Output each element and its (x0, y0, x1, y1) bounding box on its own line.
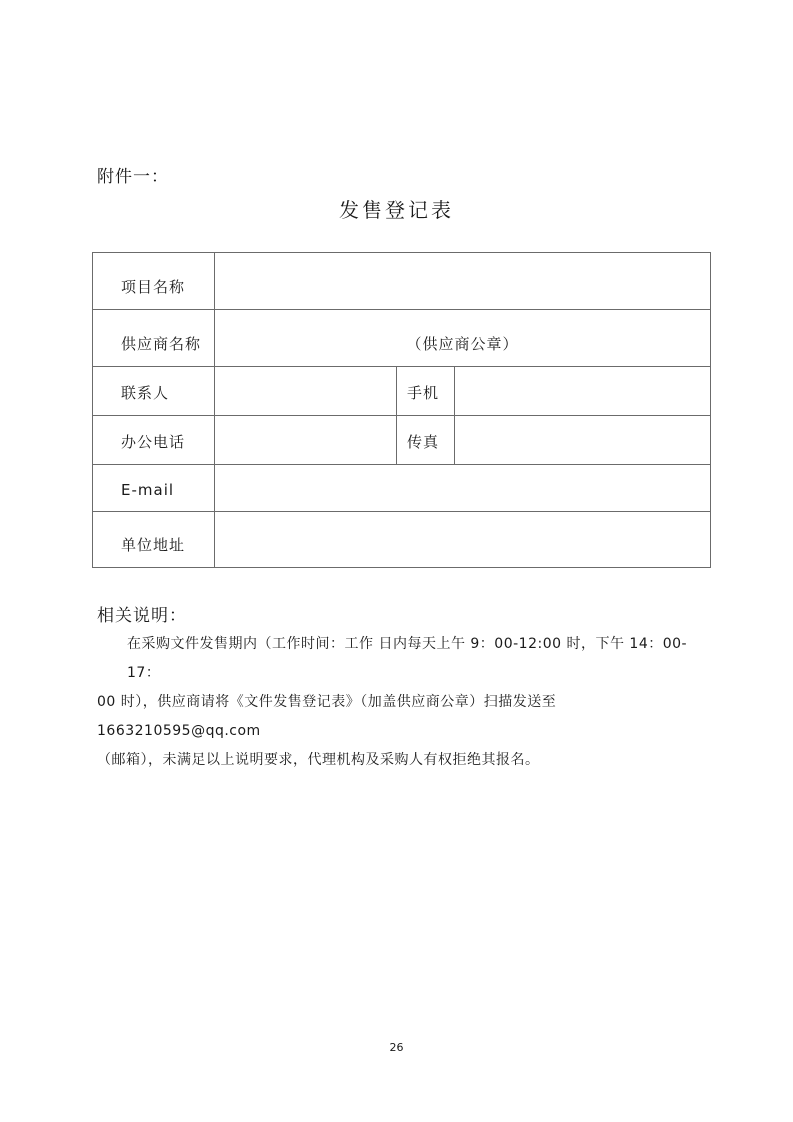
notes-line-1: 在采购文件发售期内（工作时间：工作 日内每天上午 9：00-12:00 时，下午 14：00-17： (127, 636, 688, 681)
mobile-field[interactable] (455, 367, 711, 416)
email-label: E-mail (93, 465, 215, 512)
address-label: 单位地址 (93, 512, 215, 568)
annex-label: 附件一： (97, 167, 169, 187)
address-field[interactable] (215, 512, 711, 568)
notes-title: 相关说明： (97, 606, 187, 626)
mobile-label: 手机 (397, 367, 455, 416)
notes-line-3: （邮箱），未满足以上说明要求，代理机构及采购人有权拒绝其报名。 (97, 752, 540, 768)
email-field[interactable] (215, 465, 711, 512)
row-project-name (93, 253, 711, 310)
project-name-label: 项目名称 (93, 253, 215, 310)
project-name-field[interactable] (215, 253, 711, 310)
supplier-seal-note[interactable]: （供应商公章） (215, 310, 711, 367)
fax-field[interactable] (455, 416, 711, 465)
contact-label: 联系人 (93, 367, 215, 416)
supplier-name-label: 供应商名称 (93, 310, 215, 367)
page-number: 26 (389, 1041, 404, 1054)
notes-paragraph (97, 630, 712, 775)
row-contact (93, 367, 711, 416)
office-phone-label: 办公电话 (93, 416, 215, 465)
office-phone-field[interactable] (215, 416, 397, 465)
row-email (93, 465, 711, 512)
row-supplier-name (93, 310, 711, 367)
row-address (93, 512, 711, 568)
row-office-phone (93, 416, 711, 465)
contact-field[interactable] (215, 367, 397, 416)
form-title: 发售登记表 (339, 198, 454, 222)
registration-form-table (92, 252, 711, 568)
fax-label: 传真 (397, 416, 455, 465)
notes-line-2: 00 时），供应商请将《文件发售登记表》（加盖供应商公章）扫描发送至 1663210595@qq.com (97, 694, 557, 739)
